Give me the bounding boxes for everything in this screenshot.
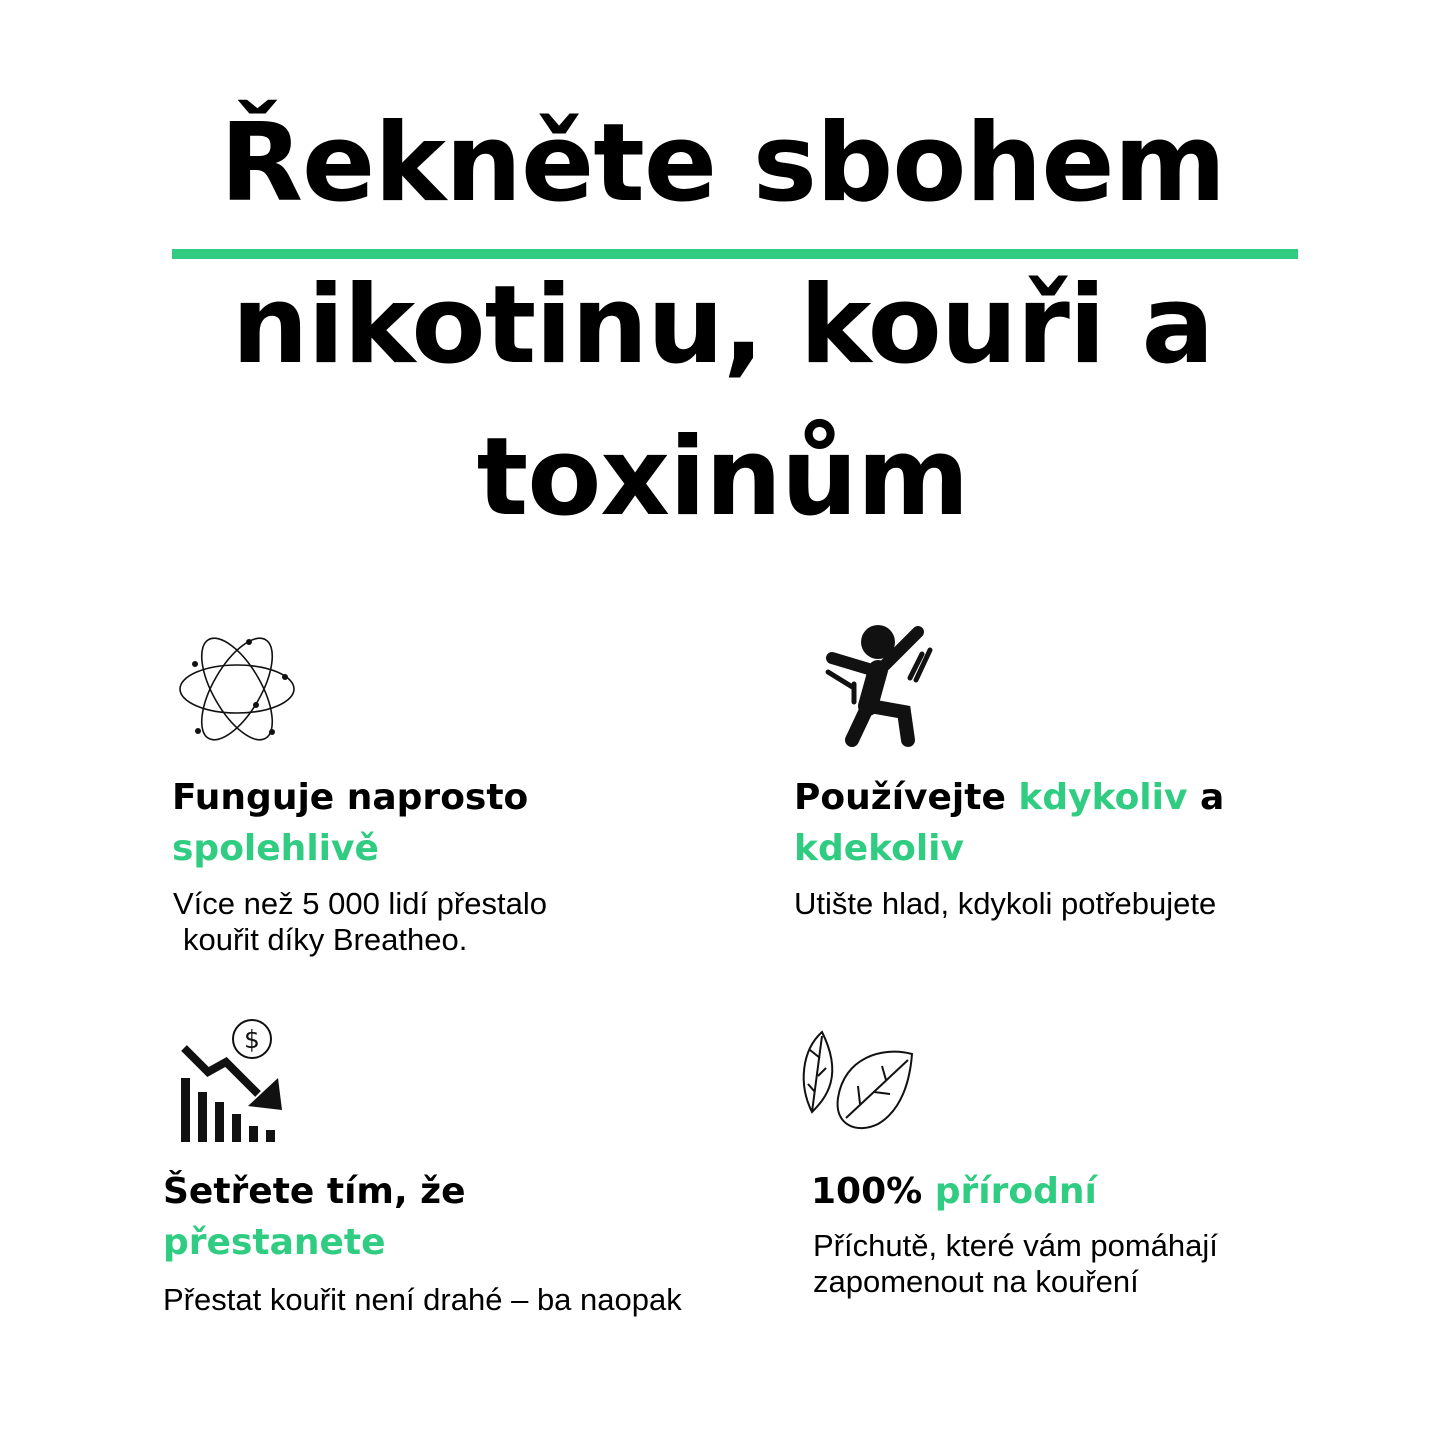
svg-text:$: $ bbox=[244, 1025, 260, 1054]
leaves-icon bbox=[798, 1028, 918, 1134]
feature-text-savings: Přestat kouřit není drahé – ba naopak bbox=[163, 1282, 682, 1317]
feature-text-natural: Příchutě, které vám pomáhají zapomenout na kouření bbox=[813, 1228, 1218, 1299]
feature-heading-savings: Šetřete tím, že přestanete bbox=[163, 1171, 466, 1263]
active-person-icon bbox=[818, 622, 938, 750]
page-title-line-3: toxinům bbox=[476, 415, 969, 540]
declining-cost-icon bbox=[178, 1018, 284, 1144]
feature-text-reliable: Více než 5 000 lidí přestalo kouřit díky Breatheo. bbox=[173, 886, 547, 957]
feature-heading-reliable: Funguje naprosto spolehlivě bbox=[172, 777, 529, 869]
feature-heading-natural: 100% přírodní bbox=[811, 1171, 1097, 1212]
page-title-line-1: Řekněte sbohem bbox=[219, 101, 1226, 226]
feature-heading-anytime: Používejte kdykoliv a kdekoliv bbox=[794, 777, 1225, 869]
page-title-line-2: nikotinu, kouři a bbox=[231, 263, 1214, 388]
feature-text-anytime: Utište hlad, kdykoli potřebujete bbox=[794, 886, 1217, 921]
title-underline bbox=[172, 249, 1298, 259]
atom-icon bbox=[176, 628, 298, 750]
